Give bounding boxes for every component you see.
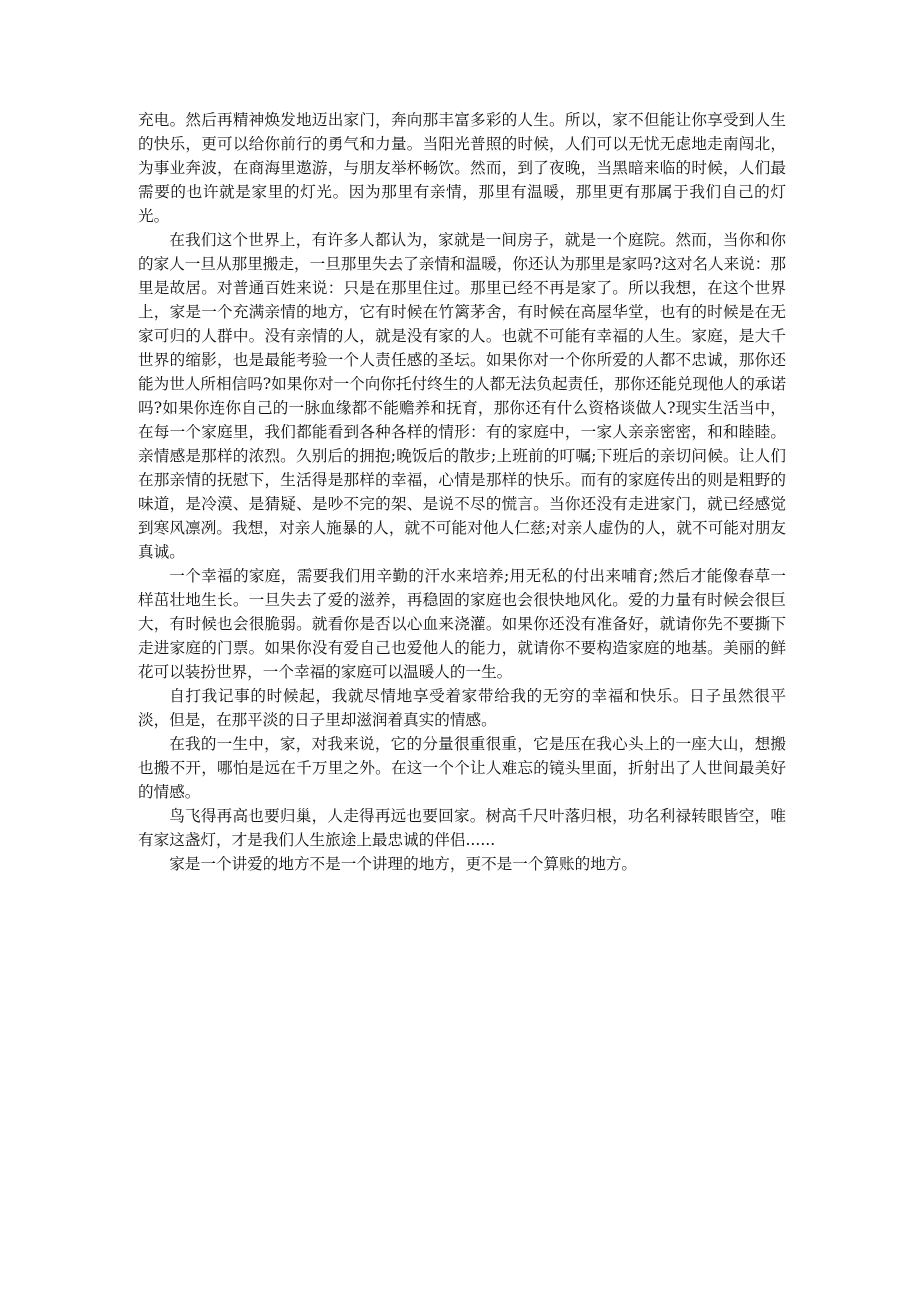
paragraph-7: 家是一个讲爱的地方不是一个讲理的地方，更不是一个算账的地方。: [169, 855, 638, 873]
paragraph-6: 鸟飞得再高也要归巢，人走得再远也要回家。树高千尺叶落归根，功名利禄转眼皆空，唯有家这盏灯，才是我们人生旅途上最忠诚的伴侣......: [138, 807, 786, 849]
paragraph-5: 在我的一生中，家，对我来说，它的分量很重很重，它是压在我心头上的一座大山，想搬也搬不开，哪怕是远在千万里之外。在这一个个让人难忘的镜头里面，折射出了人世间最美好的情感。: [138, 735, 786, 801]
paragraph-3: 一个幸福的家庭，需要我们用辛勤的汗水来培养;用无私的付出来哺育;然后才能像春草一样茁壮地生长。一旦失去了爱的滋养，再稳固的家庭也会很快地风化。爱的力量有时候会很巨大，有时候也会很脆弱。就看你是否以心血来浇灌。如果你还没有准备好，就请你先不要撕下走进家庭的门票。如果你没有爱自己也爱他人的能力，就请你不要构造家庭的地基。美丽的鲜花可以装扮世界，一个幸福的家庭可以温暖人的一生。: [138, 567, 786, 681]
paragraph-2: 在我们这个世界上，有许多人都认为，家就是一间房子，就是一个庭院。然而，当你和你的家人一旦从那里搬走，一旦那里失去了亲情和温暖，你还认为那里是家吗?这对名人来说：那里是故居。对普通百姓来说：只是在那里住过。那里已经不再是家了。所以我想，在这个世界上，家是一个充满亲情的地方，它有时候在竹篱茅舍，有时候在高屋华堂，也有的时候是在无家可归的人群中。没有亲情的人，就是没有家的人。也就不可能有幸福的人生。家庭，是大千世界的缩影，也是最能考验一个人责任感的圣坛。如果你对一个你所爱的人都不忠诚，那你还能为世人所相信吗?如果你对一个向你托付终生的人都无法负起责任，那你还能兑现他人的承诺吗?如果你连你自己的一脉血缘都不能赡养和抚育，那你还有什么资格谈做人?现实生活当中，在每一个家庭里，我们都能看到各种各样的情形：有的家庭中，一家人亲亲密密，和和睦睦。亲情感是那样的浓烈。久别后的拥抱;晚饭后的散步;上班前的叮嘱;下班后的亲切问候。让人们在那亲情的抚慰下，生活得是那样的幸福，心情是那样的快乐。而有的家庭传出的则是粗野的味道，是冷漠、是猜疑、是吵不完的架、是说不尽的慌言。当你还没有走进家门，就已经感觉到寒风凛冽。我想，对亲人施暴的人，就不可能对他人仁慈;对亲人虚伪的人，就不可能对朋友真诚。: [138, 231, 786, 561]
paragraph-1: 充电。然后再精神焕发地迈出家门，奔向那丰富多彩的人生。所以，家不但能让你享受到人生的快乐，更可以给你前行的勇气和力量。当阳光普照的时候，人们可以无忧无虑地走南闯北，为事业奔波，在商海里遨游，与朋友举杯畅饮。然而，到了夜晚，当黑暗来临的时候，人们最需要的也许就是家里的灯光。因为那里有亲情，那里有温暖，那里更有那属于我们自己的灯光。: [138, 111, 786, 225]
document-body: [138, 108, 786, 876]
paragraph-4: 自打我记事的时候起，我就尽情地享受着家带给我的无穷的幸福和快乐。日子虽然很平淡，但是，在那平淡的日子里却滋润着真实的情感。: [138, 687, 786, 729]
